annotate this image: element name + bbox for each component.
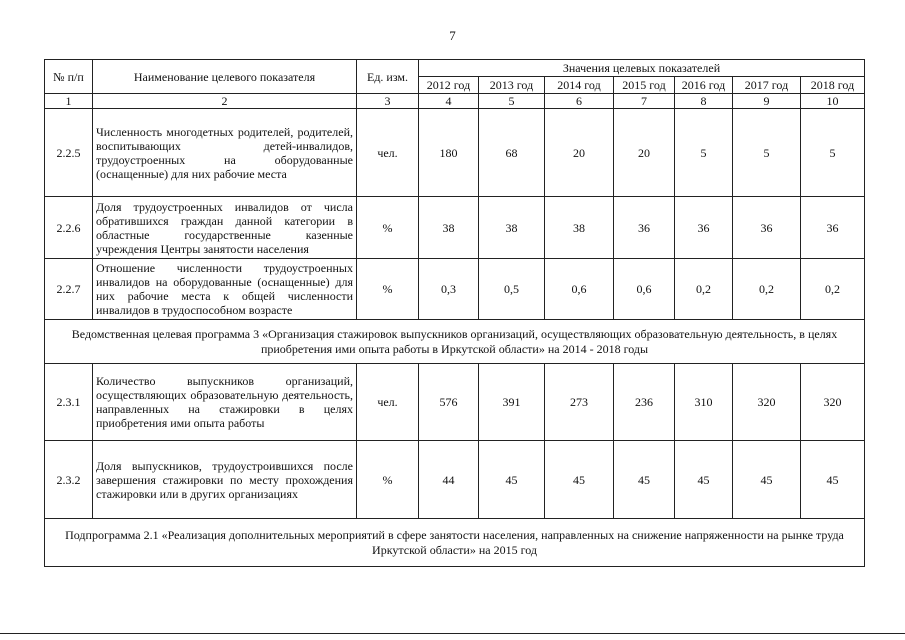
value-2016: 310 (675, 364, 733, 441)
col-number: 3 (357, 94, 419, 109)
value-2014: 20 (545, 109, 614, 197)
table-row (45, 197, 865, 259)
col-number: 2 (93, 94, 357, 109)
value-2018: 320 (801, 364, 865, 441)
page-number: 7 (449, 28, 456, 43)
column-number-row (45, 94, 865, 109)
year-2015: 2015 год (614, 77, 675, 94)
year-2016: 2016 год (675, 77, 733, 94)
table-row (45, 259, 865, 320)
value-2017: 5 (733, 109, 801, 197)
value-2016: 0,2 (675, 259, 733, 320)
header-values-group: Значения целевых показателей (419, 60, 865, 77)
header-num: № п/п (45, 60, 93, 94)
page-edge-divider (0, 633, 905, 634)
indicator-name: Отношение численности трудоустроенных инвалидов на оборудованные (оснащенные) для них рабочие места к общей численности инвалидов в трудоспособном возрасте (93, 259, 357, 320)
value-2014: 38 (545, 197, 614, 259)
col-number: 4 (419, 94, 479, 109)
col-number: 7 (614, 94, 675, 109)
subprogram-row (45, 519, 865, 567)
value-2018: 5 (801, 109, 865, 197)
program-3-row (45, 320, 865, 364)
program-3-title: Ведомственная целевая программа 3 «Организация стажировок выпускников организаций, осуществляющих образовательную деятельность, в целях приобретения ими опыта работы в Иркутской области» на 2014 - 2018 годы (45, 320, 865, 364)
target-indicators-table (44, 59, 865, 567)
value-2017: 0,2 (733, 259, 801, 320)
year-2013: 2013 год (479, 77, 545, 94)
value-2016: 45 (675, 441, 733, 519)
year-2018: 2018 год (801, 77, 865, 94)
indicator-name: Численность многодетных родителей, родителей, воспитывающих детей-инвалидов, трудоустроенных на оборудованные (оснащенные) для них рабочие места (93, 109, 357, 197)
col-number: 5 (479, 94, 545, 109)
col-number: 6 (545, 94, 614, 109)
value-2013: 391 (479, 364, 545, 441)
value-2015: 236 (614, 364, 675, 441)
row-id: 2.2.6 (45, 197, 93, 259)
indicator-name: Доля трудоустроенных инвалидов от числа обратившихся граждан данной категории в областные государственные казенные учреждения Центры занятости населения (93, 197, 357, 259)
col-number: 1 (45, 94, 93, 109)
value-2015: 45 (614, 441, 675, 519)
year-2012: 2012 год (419, 77, 479, 94)
value-2017: 45 (733, 441, 801, 519)
year-2014: 2014 год (545, 77, 614, 94)
table-row (45, 441, 865, 519)
value-2016: 36 (675, 197, 733, 259)
value-2013: 38 (479, 197, 545, 259)
value-2012: 0,3 (419, 259, 479, 320)
value-2013: 0,5 (479, 259, 545, 320)
col-number: 8 (675, 94, 733, 109)
row-id: 2.3.1 (45, 364, 93, 441)
value-2015: 20 (614, 109, 675, 197)
row-id: 2.2.7 (45, 259, 93, 320)
value-2012: 38 (419, 197, 479, 259)
unit: % (357, 259, 419, 320)
indicator-name: Доля выпускников, трудоустроившихся после завершения стажировки по месту прохождения стажировки или в других организациях (93, 441, 357, 519)
header-name: Наименование целевого показателя (93, 60, 357, 94)
unit: % (357, 441, 419, 519)
value-2014: 45 (545, 441, 614, 519)
value-2017: 320 (733, 364, 801, 441)
row-id: 2.3.2 (45, 441, 93, 519)
value-2015: 36 (614, 197, 675, 259)
value-2018: 0,2 (801, 259, 865, 320)
value-2017: 36 (733, 197, 801, 259)
unit: % (357, 197, 419, 259)
value-2014: 273 (545, 364, 614, 441)
indicator-name: Количество выпускников организаций, осуществляющих образовательную деятельность, направленных на стажировки в целях приобретения ими опыта работы (93, 364, 357, 441)
value-2013: 68 (479, 109, 545, 197)
table-row (45, 364, 865, 441)
value-2018: 45 (801, 441, 865, 519)
value-2013: 45 (479, 441, 545, 519)
col-number: 9 (733, 94, 801, 109)
unit: чел. (357, 109, 419, 197)
table-row (45, 109, 865, 197)
subprogram-2-1-title: Подпрограмма 2.1 «Реализация дополнительных мероприятий в сфере занятости населения, направленных на снижение напряженности на рынке труда Иркутской области» на 2015 год (45, 519, 865, 567)
value-2012: 44 (419, 441, 479, 519)
value-2012: 180 (419, 109, 479, 197)
value-2012: 576 (419, 364, 479, 441)
row-id: 2.2.5 (45, 109, 93, 197)
unit: чел. (357, 364, 419, 441)
year-2017: 2017 год (733, 77, 801, 94)
value-2015: 0,6 (614, 259, 675, 320)
value-2014: 0,6 (545, 259, 614, 320)
header-unit: Ед. изм. (357, 60, 419, 94)
col-number: 10 (801, 94, 865, 109)
value-2018: 36 (801, 197, 865, 259)
value-2016: 5 (675, 109, 733, 197)
